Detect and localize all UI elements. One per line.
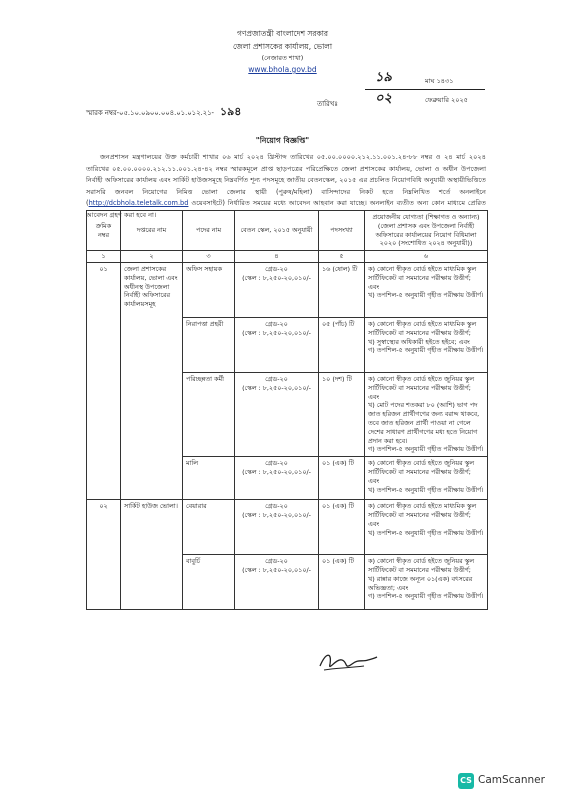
post-scale xyxy=(235,457,319,500)
column-number-row xyxy=(87,251,488,263)
body-text-after-url: ওয়েবসাইটে) নির্ধারিত সময়ের মধ্যে আবেদন আহবান করা যাচ্ছে। অনলাইন ব্যতীত অন্য কোন মাধ্যমে প্রেরিত আবেদন গ্রহণ করা হবে না। xyxy=(86,199,486,219)
office-header: জেলা প্রশাসকের কার্যালয়, ভোলা xyxy=(232,42,333,51)
memo-ref-label: স্মারক নম্বর-০৫.১০.০৯০০.০০৪.০১.০১২.২১- xyxy=(86,109,214,117)
scale: (স্কেল : ৮,২৫০-২০,০১০/- xyxy=(242,565,311,574)
scale: (স্কেল : ৮,২৫০-২০,০১০/- xyxy=(242,467,311,476)
post-qualification: ক) কোনো স্বীকৃত বোর্ড হইতে মাধ্যমিক স্কুল সার্টিফিকেট বা সমমানের পরীক্ষায় উত্তীর্ণ; খ) সুস্বাস্থ্যের অধিকারী হইতে হইবে; এবং গ) তপশিল-৫ অনুযায়ী গৃহীত পরীক্ষায় উত্তীর্ণ। xyxy=(365,317,488,372)
post-scale xyxy=(235,317,319,372)
post-qualification: ক) কোনো স্বীকৃত বোর্ড হইতে জুনিয়র স্কুল সার্টিফিকেট বা সমমানের পরীক্ষায় উত্তীর্ণ; এবং খ) মোট পদের শতকরা ৮০ (আশি) ভাগ পদ জাত হরিজন প্রার্থীগণের জন্য বরাদ্দ থাকবে, তবে জাত হরিজন প্রার্থী পাওয়া না গেলে দেশের সাধারণ প্রার্থীগণের মধ্য হতে নিয়োগ প্রদান করা হবে। গ) তপশিল-৫ অনুযায়ী গৃহীত পরীক্ষায় উত্তীর্ণ। xyxy=(365,372,488,456)
application-url[interactable]: http://dcbhola.teletalk.com.bd xyxy=(88,199,189,208)
col-number: ১ xyxy=(87,251,121,263)
grade: গ্রেড-২০ xyxy=(265,374,288,383)
row-serial: ০২ xyxy=(87,500,121,610)
post-name: বেয়ারার xyxy=(183,500,235,555)
col-count: পদসংখ্যা xyxy=(319,211,365,251)
post-count: ১৬ (ষোল) টি xyxy=(319,262,365,317)
col-number: ৬ xyxy=(365,251,488,263)
col-number: ৩ xyxy=(183,251,235,263)
body-text-before-url: জনপ্রশাসন মন্ত্রণালয়ের উক্ত কর্মচারী শাখার ০৬ মার্চ ২০২৪ খ্রিস্টাব্দ তারিখের ০৫.০০.০০০০.২১২.১১.০০১.২৪-৮৮ নম্বর ও ২৪ মার্চ ২০২৪ তারিখের ০৫.০০.০০০০.২১২.১১.০০১.২৪-৪২ নম্বর স্মারকমূলে প্রাপ্ত ছাড়পত্রের পরিপ্রেক্ষিতে জেলা প্রশাসকের কার্যালয়, ভোলা ও অধীন উপজেলা নির্বাহী অফিসারের কার্যালয় এবং সার্কিট হাউজসমূহে নিম্নবর্ণিত শূন্য পদসমূহে জাতীয় বেতনস্কেল, ২০১৫ এর প্রচলিত নিয়োগবিধি অনুযায়ী অস্থায়ীভিত্তিতে সরাসরি জনবল নিয়োগের নিমিত্ত ভোলা জেলার স্থায়ী (পুরুষ/মহিলা) বাসিন্দাদের নিকট হতে নিম্নলিখিত শর্তে অনলাইনে ( xyxy=(86,153,486,208)
table-header-row xyxy=(87,211,488,251)
post-scale xyxy=(235,372,319,456)
scale: (স্কেল : ৮,২৫০-২০,০১০/- xyxy=(242,273,311,282)
table-row xyxy=(87,262,488,317)
col-serial: ক্রমিক নম্বর xyxy=(87,211,121,251)
post-count: ১০ (দশ) টি xyxy=(319,372,365,456)
grade: গ্রেড-২০ xyxy=(265,459,288,468)
scale: (স্কেল : ৮,২৫০-২০,০১০/- xyxy=(242,510,311,519)
post-count: ০৫ (পাঁচ) টি xyxy=(319,317,365,372)
post-qualification: ক) কোনো স্বীকৃত বোর্ড হইতে জুনিয়র স্কুল সার্টিফিকেট বা সমমানের পরীক্ষায় উত্তীর্ণ; খ) রান্নার কাজে অন্যূন ০১(এক) বৎসরের অভিজ্ঞতা; এবং গ) তপশিল-৫ অনুযায়ী গৃহীত পরীক্ষায় উত্তীর্ণ। xyxy=(365,555,488,610)
post-count: ০১ (এক) টি xyxy=(319,500,365,555)
post-qualification: ক) কোনো স্বীকৃত বোর্ড হইতে জুনিয়র স্কুল সার্টিফিকেট বা সমমানের পরীক্ষায় উত্তীর্ণ; এবং খ) তপশিল-৫ অনুযায়ী গৃহীত পরীক্ষায় উত্তীর্ণ। xyxy=(365,457,488,500)
post-qualification: ক) কোনো স্বীকৃত বোর্ড হইতে মাধ্যমিক স্কুল সার্টিফিকেট বা সমমানের পরীক্ষায় উত্তীর্ণ; এবং খ) তপশিল-৫ অনুযায়ী গৃহীত পরীক্ষায় উত্তীর্ণ। xyxy=(365,262,488,317)
govt-header: গণপ্রজাতন্ত্রী বাংলাদেশ সরকার xyxy=(236,29,329,38)
section-header: (নেজারত শাখা) xyxy=(261,54,304,62)
scale: (স্কেল : ৮,২৫০-২০,০১০/- xyxy=(242,383,311,392)
col-number: ২ xyxy=(121,251,183,263)
vacancy-table xyxy=(86,210,488,610)
date-en-month: ফেব্রুয়ারি ২০২৫ xyxy=(425,96,468,104)
grade: গ্রেড-২০ xyxy=(265,502,288,511)
memo-date xyxy=(317,68,487,108)
row-serial: ০১ xyxy=(87,262,121,499)
post-name: পরিচ্ছন্নতা কর্মী xyxy=(183,372,235,456)
col-post: পদের নাম xyxy=(183,211,235,251)
date-bn-day: ১৯ xyxy=(375,70,392,85)
col-scale: বেতন স্কেল, ২০১৫ অনুযায়ী xyxy=(235,211,319,251)
col-qualification: প্রয়োজনীয় যোগ্যতা (শিক্ষাগত ও অন্যান্য) (জেলা প্রশাসক এবং উপজেলা নির্বাহী অফিসারের কার্যালয়ের নিয়োগ বিধিমালা ২০২০ (সংশোধিত ২০২৪ অনুযায়ী)) xyxy=(365,211,488,251)
post-name: বাবুর্চি xyxy=(183,555,235,610)
camscanner-logo-icon: CS xyxy=(458,773,474,789)
notice-title: "নিয়োগ বিজ্ঞপ্তি" xyxy=(255,136,310,145)
date-en-day: ০২ xyxy=(375,91,392,106)
website-link[interactable]: www.bhola.gov.bd xyxy=(248,65,317,74)
row-office: সার্কিট হাউজ ভোলা। xyxy=(121,500,183,610)
row-office: জেলা প্রশাসকের কার্যালয়, ভোলা এবং অধীনস্থ উপজেলা নির্বাহী অফিসারের কার্যালয়সমূহ xyxy=(121,262,183,499)
post-qualification: ক) কোনো স্বীকৃত বোর্ড হইতে মাধ্যমিক স্কুল সার্টিফিকেট বা সমমানের পরীক্ষায় উত্তীর্ণ; এবং খ) তপশিল-৫ অনুযায়ী গৃহীত পরীক্ষায় উত্তীর্ণ। xyxy=(365,500,488,555)
date-bn-month: মাঘ ১৪৩১ xyxy=(425,77,454,85)
grade: গ্রেড-২০ xyxy=(265,319,288,328)
col-office: দপ্তরের নাম xyxy=(121,211,183,251)
table-row xyxy=(87,500,488,555)
post-name: মালি xyxy=(183,457,235,500)
post-scale xyxy=(235,500,319,555)
post-scale xyxy=(235,555,319,610)
camscanner-label: CamScanner xyxy=(478,774,545,786)
signature xyxy=(318,648,378,676)
scale: (স্কেল : ৮,২৫০-২০,০১০/- xyxy=(242,328,311,337)
col-number: ৫ xyxy=(319,251,365,263)
grade: গ্রেড-২০ xyxy=(265,264,288,273)
post-name: অফিস সহায়ক xyxy=(183,262,235,317)
memo-ref-number: ১৯৪ xyxy=(219,105,242,118)
post-scale xyxy=(235,262,319,317)
post-name: নিরাপত্তা প্রহরী xyxy=(183,317,235,372)
grade: গ্রেড-২০ xyxy=(265,557,288,566)
post-count: ০১ (এক) টি xyxy=(319,555,365,610)
col-number: ৪ xyxy=(235,251,319,263)
post-count: ০১ (এক) টি xyxy=(319,457,365,500)
memo-reference xyxy=(86,103,241,122)
date-label: তারিখঃ xyxy=(317,100,338,108)
